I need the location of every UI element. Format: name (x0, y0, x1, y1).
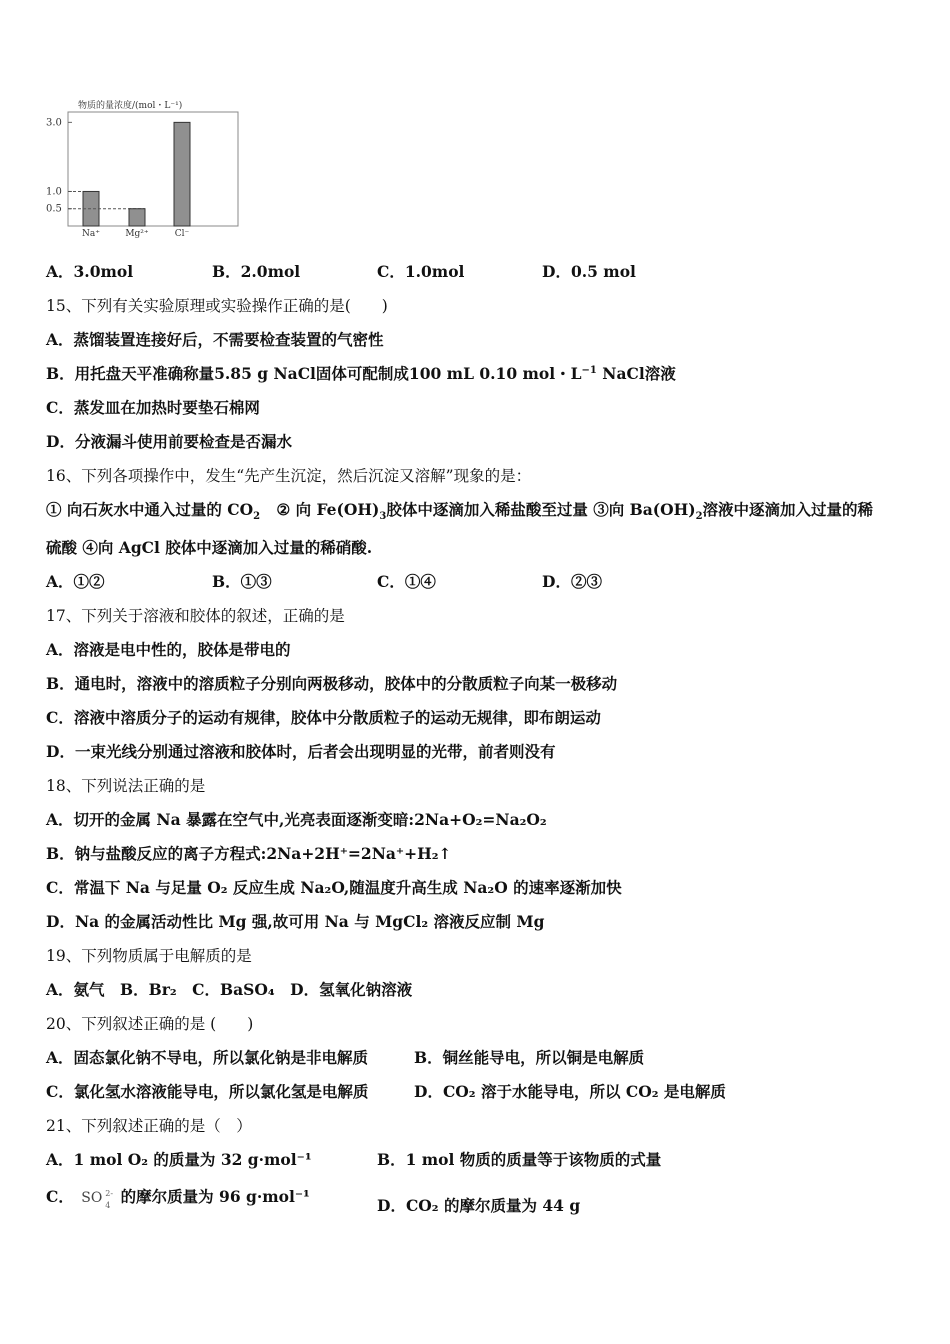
q20-option-a: A．固态氯化钠不导电，所以氯化钠是非电解质 (46, 1048, 369, 1067)
category-label: Mg²⁺ (125, 229, 149, 239)
q16-option-c: C．①④ (377, 572, 436, 591)
q15-b-pre: B．用托盘天平准确称量5.85 g NaCl固体可配制成100 mL 0.10 mol・L (46, 364, 582, 383)
bar (129, 209, 145, 226)
q15-b-sup: −1 (581, 364, 597, 376)
q18-option-b: B．钠与盐酸反应的离子方程式:2Na+2H⁺=2Na⁺+H₂↑ (46, 844, 452, 863)
q16-items-line1 (46, 500, 874, 523)
chart-ylabel: 物质的量浓度/(mol・L⁻¹) (78, 101, 183, 111)
q14-option-b: B．2.0mol (212, 262, 301, 281)
q21-option-a: A．1 mol O₂ 的质量为 32 g·mol⁻¹ (46, 1150, 312, 1169)
q21-option-d: D．CO₂ 的摩尔质量为 44 g (377, 1196, 581, 1215)
q17-option-d: D．一束光线分别通过溶液和胶体时，后者会出现明显的光带，前者则没有 (46, 742, 556, 761)
sulfate-ion-charge: 2- (105, 1189, 114, 1198)
q19-stem: 19、下列物质属于电解质的是 (46, 947, 252, 965)
q21-option-c (46, 1184, 310, 1212)
q16-stem: 16、下列各项操作中，发生“先产生沉淀，然后沉淀又溶解”现象的是： (46, 467, 532, 485)
q16-items-line2: 硫酸 ④向 AgCl 胶体中逐滴加入过量的稀硝酸. (46, 538, 373, 557)
q16-item1: ① 向石灰水中通入过量的 CO (46, 500, 254, 519)
q16-item2: ② 向 Fe(OH) (276, 500, 380, 519)
q16-item2-3: 胶体中逐滴加入稀盐酸至过量 ③向 Ba(OH) (386, 500, 696, 519)
bar (174, 122, 190, 226)
q18-stem: 18、下列说法正确的是 (46, 777, 206, 795)
q15-option-b (46, 364, 676, 384)
q20-option-b: B．铜丝能导电，所以铜是电解质 (414, 1048, 645, 1067)
q14-option-d: D．0.5 mol (542, 262, 636, 281)
q16-option-a: A．①② (46, 572, 105, 591)
category-label: Cl⁻ (174, 229, 190, 239)
q21-c-label: C． (46, 1187, 74, 1206)
category-label: Na⁺ (82, 229, 100, 239)
q17-stem: 17、下列关于溶液和胶体的叙述，正确的是 (46, 607, 345, 625)
sulfate-ion (79, 1184, 115, 1212)
y-tick-label: 3.0 (46, 117, 62, 129)
q15-b-post: NaCl溶液 (596, 364, 676, 383)
q16-item1-sub: 2 (253, 511, 261, 523)
q18-option-a: A．切开的金属 Na 暴露在空气中,光亮表面逐渐变暗:2Na+O₂=Na₂O₂ (46, 810, 547, 829)
q20-option-d: D．CO₂ 溶于水能导电，所以 CO₂ 是电解质 (414, 1082, 726, 1101)
ion-concentration-chart (44, 96, 244, 244)
sulfate-ion-subscript: 4 (105, 1201, 111, 1210)
q17-option-c: C．溶液中溶质分子的运动有规律，胶体中分散质粒子的运动无规律，即布朗运动 (46, 708, 601, 727)
q21-option-b: B．1 mol 物质的质量等于该物质的式量 (377, 1150, 662, 1169)
q16-option-b: B．①③ (212, 572, 272, 591)
q16-item3-tail: 溶液中逐滴加入过量的稀 (702, 500, 874, 519)
q14-option-c: C．1.0mol (377, 262, 465, 281)
q16-item2-sub: 3 (379, 511, 387, 523)
q15-option-a: A．蒸馏装置连接好后，不需要检查装置的气密性 (46, 330, 384, 349)
q16-item3-sub: 2 (695, 511, 703, 523)
q16-option-d: D．②③ (542, 572, 602, 591)
q20-stem: 20、下列叙述正确的是 ( ) (46, 1015, 254, 1033)
q15-option-c: C．蒸发皿在加热时要垫石棉网 (46, 398, 260, 417)
y-tick-label: 1.0 (46, 186, 62, 198)
sulfate-ion-symbol: SO (81, 1190, 103, 1206)
y-tick-label: 0.5 (46, 203, 62, 215)
q14-option-a: A．3.0mol (46, 262, 134, 281)
q15-option-d: D．分液漏斗使用前要检查是否漏水 (46, 432, 292, 451)
q21-stem: 21、下列叙述正确的是（ ） (46, 1117, 252, 1135)
q18-option-d: D．Na 的金属活动性比 Mg 强,故可用 Na 与 MgCl₂ 溶液反应制 Mg (46, 912, 545, 931)
q17-option-b: B．通电时，溶液中的溶质粒子分别向两极移动，胶体中的分散质粒子向某一极移动 (46, 674, 618, 693)
q21-c-text: 的摩尔质量为 96 g·mol⁻¹ (120, 1187, 310, 1206)
q19-options: A．氨气 B．Br₂ C．BaSO₄ D．氢氧化钠溶液 (46, 980, 413, 999)
q15-stem: 15、下列有关实验原理或实验操作正确的是( ) (46, 297, 388, 315)
q17-option-a: A．溶液是电中性的，胶体是带电的 (46, 640, 291, 659)
q18-option-c: C．常温下 Na 与足量 O₂ 反应生成 Na₂O,随温度升高生成 Na₂O 的速率逐渐加快 (46, 878, 622, 897)
q20-option-c: C．氯化氢水溶液能导电，所以氯化氢是电解质 (46, 1082, 369, 1101)
